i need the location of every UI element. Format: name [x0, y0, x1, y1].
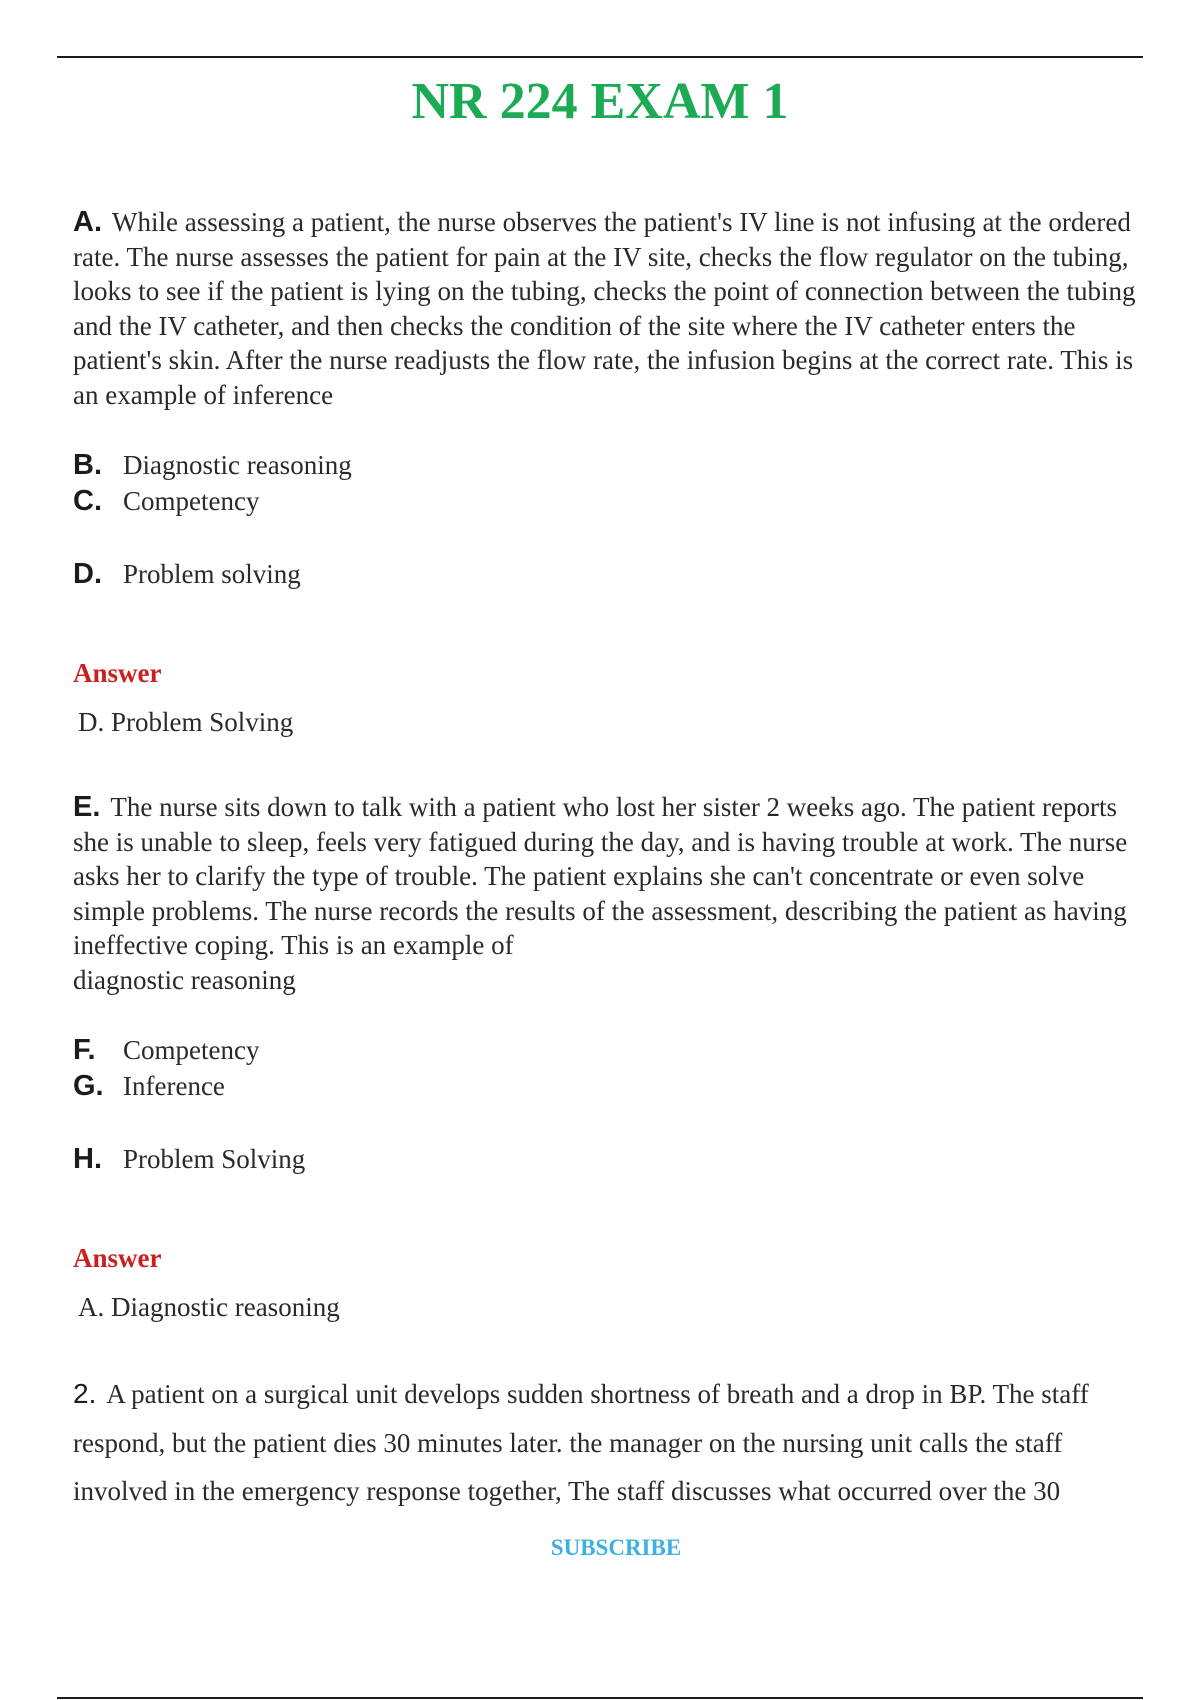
option-h	[73, 1142, 305, 1176]
option-marker: H.	[73, 1143, 102, 1175]
page-title: NR 224 EXAM 1	[411, 73, 789, 130]
answer-text: D. Problem Solving	[78, 707, 294, 737]
option-text: Competency	[123, 486, 260, 516]
option-text: Diagnostic reasoning	[123, 450, 352, 480]
option-text: Problem Solving	[123, 1144, 306, 1174]
option-marker: C.	[73, 485, 102, 517]
subscribe-link[interactable]: SUBSCRIBE	[550, 1535, 682, 1560]
bottom-rule	[57, 1697, 1143, 1699]
option-marker: B.	[73, 449, 102, 481]
option-b	[73, 448, 352, 482]
answer-label: Answer	[73, 1243, 162, 1273]
question-e	[73, 790, 1153, 997]
option-c	[73, 484, 259, 518]
question-text: While assessing a patient, the nurse observes the patient's IV line is not infusing at the ordered rate. The nurse assesses the patient for pain at the IV site, checks the flow regulator on the tubing, looks to see if the patient is lying on the tubing, checks the point of connection between the tubing and the IV catheter, and then checks the condition of the site where the IV catheter enters the patient's skin. After the nurse readjusts the flow rate, the infusion begins at the correct rate. This is an example of inference	[73, 207, 1136, 410]
question-text: A patient on a surgical unit develops sudden shortness of breath and a drop in BP. The staff respond, but the patient dies 30 minutes later. the manager on the nursing unit calls the staff involved in the emergency response together, The staff discusses what occurred over the 30	[73, 1379, 1089, 1506]
option-text: Inference	[123, 1071, 225, 1101]
question-text-line2: diagnostic reasoning	[73, 964, 296, 995]
option-text: Problem solving	[123, 559, 301, 589]
question-2	[73, 1370, 1153, 1516]
question-marker: E.	[73, 791, 101, 823]
option-marker: D.	[73, 558, 102, 590]
option-marker: F.	[73, 1034, 96, 1066]
question-text: The nurse sits down to talk with a patient who lost her sister 2 weeks ago. The patient reports she is unable to sleep, feels very fatigued during the day, and is having trouble at work. The nurse asks her to clarify the type of trouble. The patient explains she can't concentrate or even solve simple problems. The nurse records the results of the assessment, describing the patient as having ineffective coping. This is an example of	[73, 792, 1128, 960]
answer-text: A. Diagnostic reasoning	[78, 1292, 340, 1322]
top-rule	[57, 56, 1143, 58]
option-d	[73, 557, 301, 591]
question-marker: 2.	[73, 1378, 97, 1409]
option-text: Competency	[123, 1035, 260, 1065]
question-marker: A.	[73, 206, 102, 238]
answer-label: Answer	[73, 658, 162, 688]
option-marker: G.	[73, 1070, 104, 1102]
question-a	[73, 205, 1153, 412]
option-g	[73, 1069, 225, 1103]
option-f	[73, 1033, 259, 1067]
